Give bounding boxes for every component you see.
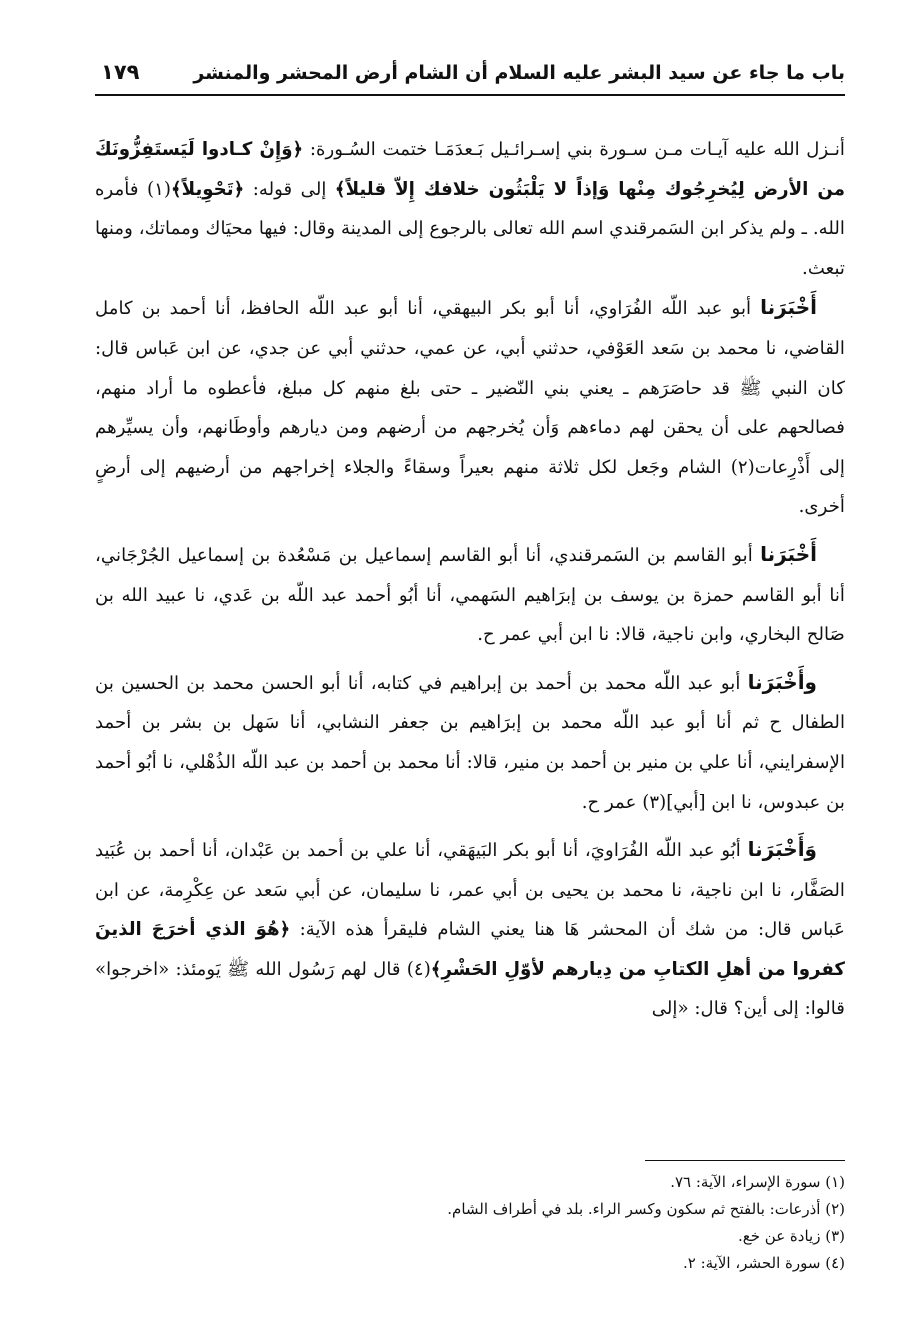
- paragraph-5-rest: (٤) قال لهم رَسُول الله ﷺ يَومئذ: «اخرجوا» قالوا: إلى أين؟ قال: «إلى: [95, 958, 845, 1020]
- running-title: باب ما جاء عن سيد البشر عليه السلام أن الشام أرض المحشر والمنشر: [193, 62, 845, 84]
- page-number: ١٧٩: [101, 60, 140, 84]
- paragraph-2-lead: أَخْبَرَنا: [760, 295, 817, 320]
- paragraph-1: [95, 130, 845, 288]
- quran-verse-1: ﴿وَإِنْ كـادوا لَيَستَفِزُّونَكَ من الأرض لِيُخرِجُوك مِنْها وَإذاً لا يَلْبَثُون خلافك إِلاّ قليلاً﴾: [95, 139, 845, 200]
- paragraph-5: [95, 830, 845, 1029]
- footnote-4: (٤) سورة الحشر، الآية: ٢.: [682, 1254, 845, 1272]
- paragraph-5-text: أبُو عبد اللّه الفُرَاويَ، أنا أبو بكر البَيهَقي، أنا علي بن أحمد بن عَبْدان، أنا أحمد بن عُبَيد الصَفَّار، نا ابن ناجية، نا محمد بن يحيى بن أبي عمر، نا سليمان، عن أبي سَعد عن عِكْرِمة، عن ابن عَباس قال: من شك أن المحشر هَا هنا يعني الشام فليقرأ هذه الآية:: [95, 840, 845, 941]
- quran-verse-2: ﴿تَحْوِيلاً﴾: [170, 178, 245, 200]
- paragraph-2: [95, 288, 845, 527]
- footnote-rule: [645, 1160, 845, 1161]
- paragraph-1-mid: إلى قوله:: [252, 178, 327, 200]
- footnotes: [95, 1160, 845, 1277]
- paragraph-3-lead: أَخْبَرَنا: [760, 541, 817, 566]
- quran-verse-3: ﴿هُوَ الذي أخرَجَ الذينَ كفروا من أهلِ الكتابِ من دِيارهم لأوّلِ الحَشْرِ﴾: [95, 919, 845, 980]
- paragraph-1-rest: (١) فأمره الله. ـ ولم يذكر ابن السَمرقندي اسم الله تعالى بالرجوع إلى المدينة وقال: فيها محيَاك ومماتك، ومنها تبعث.: [95, 178, 845, 279]
- book-page: [95, 60, 845, 1272]
- paragraph-4: [95, 663, 845, 822]
- footnote-2: (٢) أذرعات: بالفتح ثم سكون وكسر الراء. بلد في أطراف الشام.: [447, 1200, 845, 1218]
- main-text: [95, 130, 845, 1029]
- footnote-3: (٣) زيادة عن خع.: [738, 1227, 845, 1245]
- paragraph-5-lead: وَأَخْبَرَنا: [747, 837, 817, 862]
- paragraph-4-text: أبو عبد اللّه محمد بن أحمد بن إبراهيم في كتابه، أنا أبو الحسن محمد بن الحسين بن الطفال ح ثم أنا أبو عبد اللّه محمد بن إبرَاهيم بن جعفر النشابي، أنا سَهل بن بشر بن أحمد الإسفرايني، أنا علي بن منير بن أحمد بن منير، قالا: أنا محمد بن أحمد بن عبد اللّه الذُهْلي، نا أبُو أحمد بن عبدوس، نا ابن [أبي](٣) عمر ح.: [95, 672, 845, 813]
- paragraph-4-lead: وأَخْبَرَنا: [747, 669, 817, 694]
- paragraph-3: [95, 535, 845, 655]
- footnote-1: (١) سورة الإسراء، الآية: ٧٦.: [670, 1173, 845, 1191]
- paragraph-3-text: أبو القاسم بن السَمرقندي، أنا أبو القاسم إسماعيل بن مَسْعُدة بن إسماعيل الجُرْجَاني، أنا أبو القاسم حمزة بن يوسف بن إبرَاهيم السَهمي، أنا أبُو أحمد عبد اللّه بن عَدي، نا عبيد الله بن صَالح البخاري، وابن ناجية، قالا: نا ابن أبي عمر ح.: [95, 544, 845, 646]
- header-rule: [95, 94, 845, 96]
- paragraph-2-text: أبو عبد اللّه الفُرَاوي، أنا أبو بكر البيهقي، أنا أبو عبد اللّه الحافظ، أنا أحمد بن كامل القاضي، نا محمد بن سَعد العَوْفي، حدثني أبي، عن عمي، حدثني أبي عن جدي، عن ابن عَباس قال: كان النبي ﷺ قد حاصَرَهم ـ يعني بني النّضير ـ حتى بلغ منهم كل مبلغ، فأعطوه ما أراد منهم، فصالحهم على أن يحقن لهم دماءهم وَأن يُخرجهم من أرضهم ومن ديارهم وأوطَانهم، وأن يسيِّرهم إلى أَذْرِعات(٢) الشام وجَعل لكل ثلاثة منهم بعيراً وسقاءً والجلاء إخراجهم من أرضيهم إلى أرضٍ أخرى.: [95, 298, 845, 518]
- page-header: [95, 60, 845, 94]
- paragraph-1-intro: أنـزل الله عليه آيـات مـن سـورة بني إسـرائـيل بَـعدَمَـا ختمت السُـورة:: [309, 139, 845, 160]
